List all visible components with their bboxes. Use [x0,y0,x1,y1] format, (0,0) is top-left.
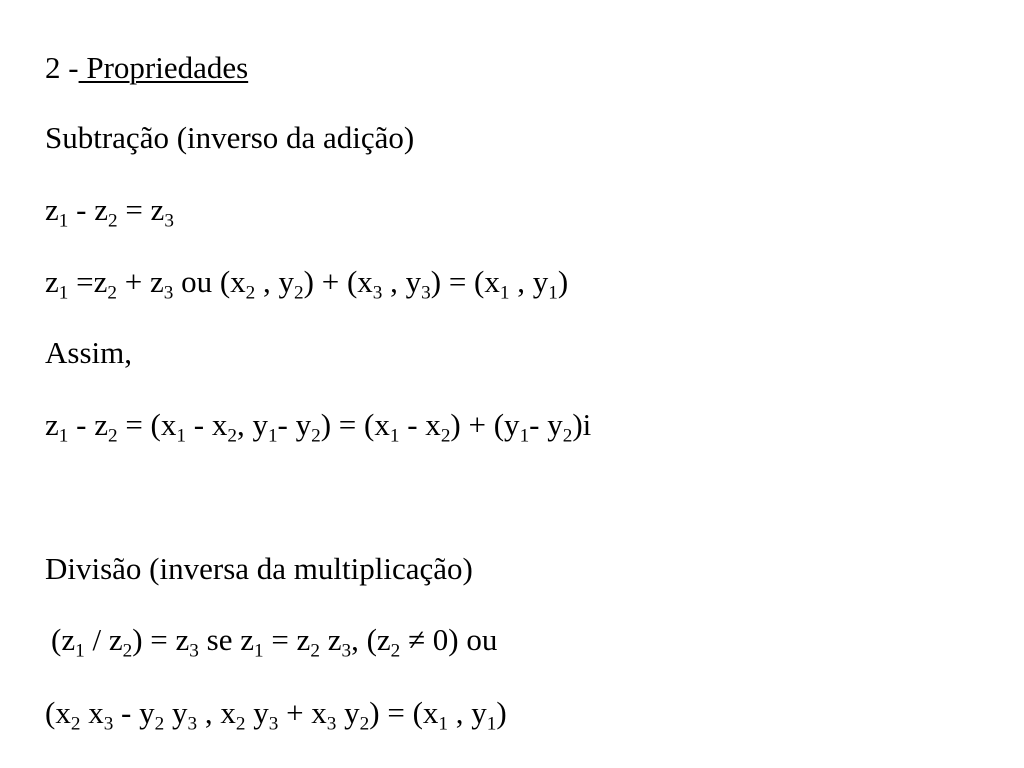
title-underlined: Propriedades [78,50,249,85]
subtraction-result: $z_1 - z_2 = (x_1 - x_2$, $y_1-$ $y_2) = (x_1 - x_2) + (y_1-$ $y_2)i$ [45,407,592,447]
division-heading: Divisão (inversa da multiplicação) [45,551,473,586]
slide-title [45,52,248,83]
subtraction-equivalence: $z_1 =z_2 + z_3$ ou ($x_2$ , $y_2) + (x_3$ , $y_3) = (x_1$ , $y_1$) [45,264,569,304]
subtraction-heading: Subtração (inverso da adição) [45,120,415,155]
subtraction-definition: $z_1 - z_2 = z_3$ [45,192,174,232]
assim-text: Assim, [45,335,132,370]
title-number: 2 - [45,50,79,85]
division-definition: $(z_1 / z_2) = z_3$ se $z_1 = z_2$ $z_3$, $(z_2 \ne 0)$ ou [51,622,498,662]
division-components: ($x_2$ $x_3 - y_2$ $y_3$ , $x_2$ $y_3 + x_3$ $y_2) = (x_1$ , $y_1$) [45,695,507,735]
